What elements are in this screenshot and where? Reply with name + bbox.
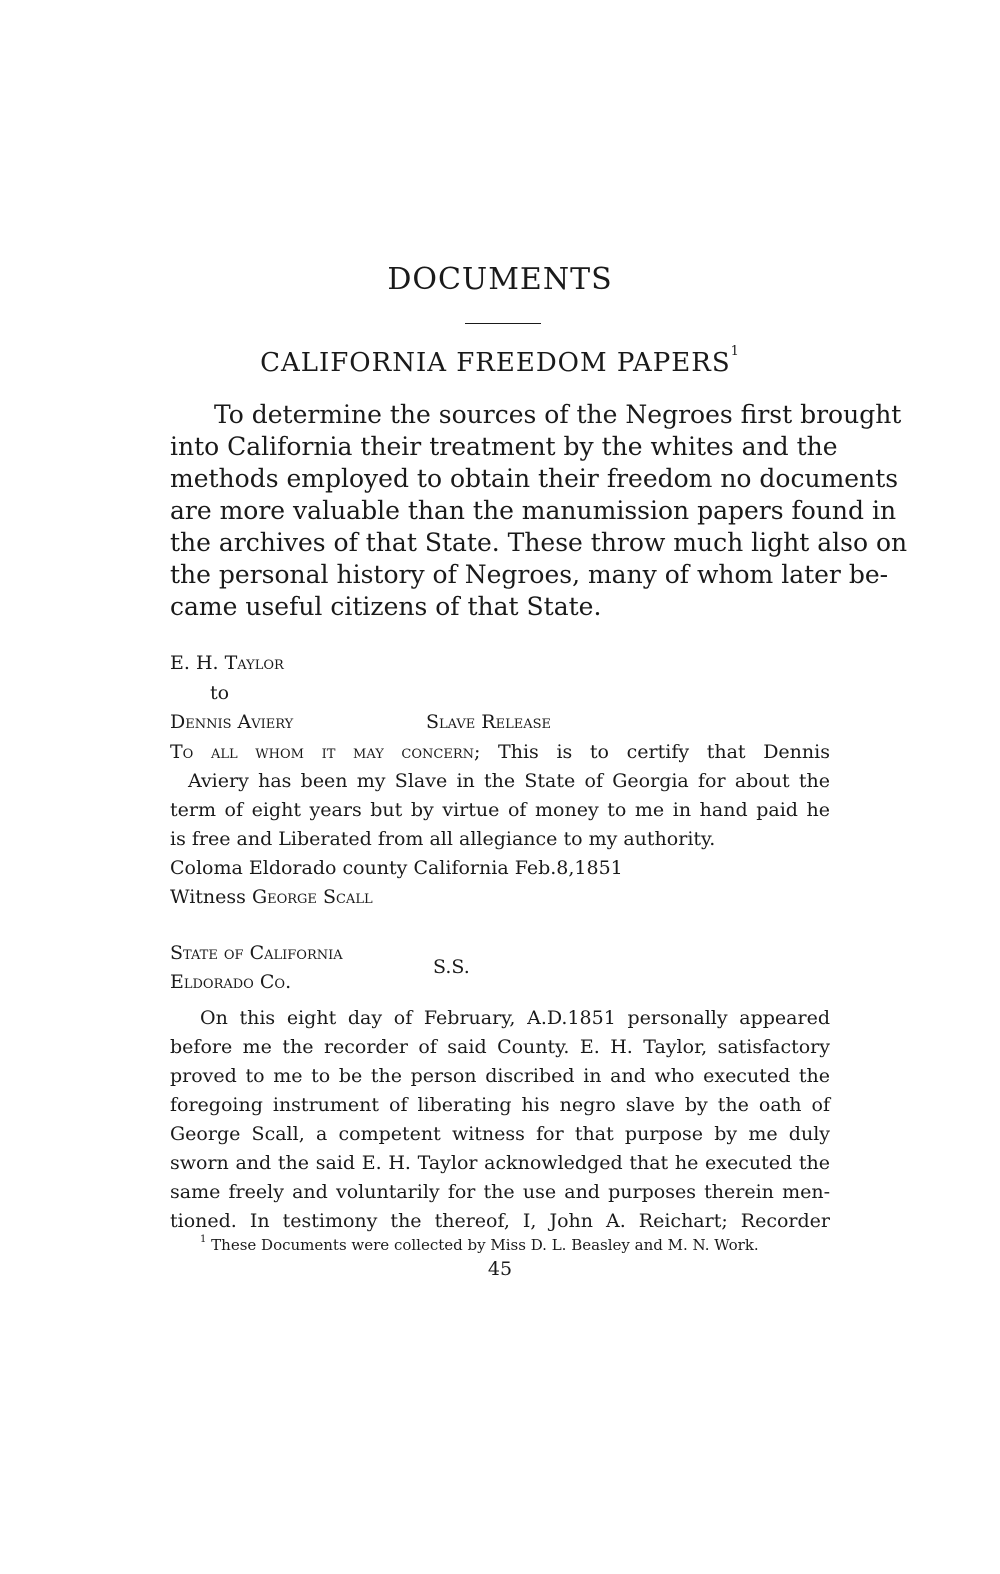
footnote — [200, 1236, 759, 1254]
section-footnote-mark: 1 — [730, 344, 740, 359]
intro-line: came useful citizens of that State. — [170, 592, 602, 621]
ack-line-text: same freely and voluntarily for the use and purposes therein men- — [170, 1181, 830, 1203]
ack-line-text: before me the recorder of said County. E. H. Taylor, satisfactory — [170, 1036, 830, 1058]
venue-ss: S.S. — [433, 956, 470, 978]
connector-to: to — [210, 682, 230, 704]
intro-line: the archives of that State. These throw much light also on — [170, 528, 908, 557]
intro-line: into California their treatment by the whites and the — [170, 432, 838, 461]
ack-line-text: foregoing instrument of liberating his negro slave by the oath of — [170, 1094, 830, 1116]
salutation: To all whom it may concern — [170, 741, 475, 763]
release-line-text: Aviery has been my Slave in the State of Georgia for about the — [188, 770, 830, 792]
ack-line-text: George Scall, a competent witness for that purpose by me duly — [170, 1123, 830, 1145]
intro-paragraph — [170, 399, 908, 623]
from-name: E. H. Taylor — [170, 652, 284, 674]
footnote-mark: 1 — [200, 1234, 207, 1245]
to-name: Dennis Aviery — [170, 711, 294, 733]
ack-line — [200, 1007, 830, 1029]
ack-line-text: sworn and the said E. H. Taylor acknowledged that he executed the — [170, 1152, 830, 1174]
ack-line-text: tioned. In testimony the thereof, I, John A. Reichart; Recorder — [170, 1210, 830, 1232]
release-line — [188, 770, 830, 792]
release-line — [170, 741, 830, 763]
witness-label: Witness — [170, 886, 246, 908]
ack-line — [170, 1181, 830, 1203]
footnote-text: These Documents were collected by Miss D. L. Beasley and M. N. Work. — [211, 1236, 759, 1254]
ack-line — [170, 1210, 830, 1232]
title-divider — [465, 323, 541, 324]
section-title — [0, 344, 1000, 378]
witness-name: George Scall — [251, 886, 373, 908]
release-line — [170, 799, 830, 821]
ack-line-text: On this eight day of February, A.D.1851 personally appeared — [200, 1007, 830, 1029]
page-number: 45 — [487, 1258, 513, 1280]
place-date: Coloma Eldorado county California Feb.8,1851 — [170, 857, 623, 879]
release-line-rest: ; This is to certify that Dennis — [474, 741, 830, 763]
ack-line-text: proved to me to be the person discribed in and who executed the — [170, 1065, 830, 1087]
intro-line: the personal history of Negroes, many of whom later be- — [170, 560, 889, 589]
intro-line: are more valuable than the manumission papers found in — [170, 496, 897, 525]
page-title: DOCUMENTS — [387, 262, 613, 297]
ack-line — [170, 1123, 830, 1145]
release-line: is free and Liberated from all allegiance to my authority. — [170, 828, 716, 850]
ack-line — [170, 1065, 830, 1087]
witness-line — [170, 886, 373, 908]
venue-state: State of California — [170, 942, 343, 964]
ack-line — [170, 1152, 830, 1174]
document-type: Slave Release — [426, 711, 552, 733]
release-line-text: term of eight years but by virtue of money to me in hand paid he — [170, 799, 830, 821]
ack-line — [170, 1094, 830, 1116]
venue-county: Eldorado Co. — [170, 971, 292, 993]
ack-line — [170, 1036, 830, 1058]
intro-line: To determine the sources of the Negroes first brought — [214, 400, 902, 429]
intro-line: methods employed to obtain their freedom no documents — [170, 464, 899, 493]
section-title-text: CALIFORNIA FREEDOM PAPERS — [260, 348, 731, 378]
